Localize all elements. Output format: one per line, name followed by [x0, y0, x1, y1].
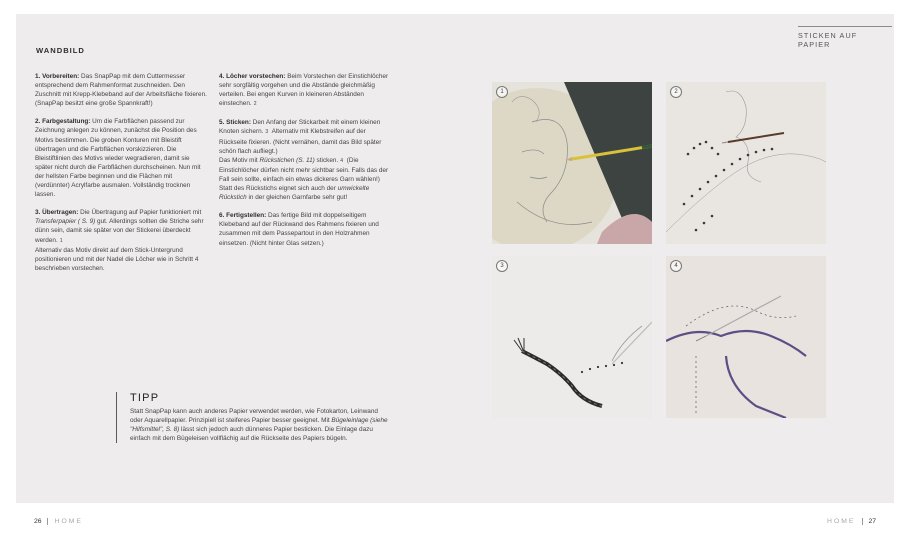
step-5-text-cont: Alternativ mit Klebstreifen auf der Rückseite fixieren. (Nicht vernähen, damit das Bild später schön flach aufliegt.): [219, 128, 382, 155]
tip-text-b: lässt sich jedoch auch dünneres Papier besticken. Die Einlage dazu einfach mit dem Bügeleisen vollflächig auf die Rückseite des Papiers bügeln.: [130, 426, 373, 443]
step-3-alternative: Alternativ das Motiv direkt auf dem Stick-Untergrund positionieren und mit der Nadel die Löcher wie in Schritt 4 beschrieben vorstechen.: [35, 246, 199, 272]
footer-right: [827, 518, 876, 525]
step-1-text: Das SnapPap mit dem Cuttermesser entsprechend dem Rahmenformat zuschneiden. Den Zuschnitt mit Krepp-Klebeband auf der Arbeitsfläche fixieren. (SnapPap besitzt eine große Spannkraft!): [35, 73, 207, 108]
step-4: [219, 72, 391, 109]
page-number-left: 26: [34, 518, 42, 525]
step-5-reference: Rückstichen (S. 11): [259, 156, 315, 164]
step-2-text: Um die Farbflächen passend zur Zeichnung anlegen zu können, zunächst die Position des Motivs bestimmen. Die groben Konturen mit Bleistift übertragen und die Farbflächen vorskizzieren. Die Bleistiftlinien des Motivs wieder wegradieren, damit sie später nicht durch die Farbflächen durchscheinen. Nun mit der hellsten Farbe beginnen und die Flächen mit (verdünnter) Acrylfarbe ausmalen. Vollständig trocknen lassen.: [35, 118, 201, 199]
step-3-text: Die Übertragung auf Papier funktioniert mit: [78, 209, 202, 217]
step-3-reference: Transferpapier ( S. 9): [35, 218, 96, 226]
step-5-label: 5. Sticken:: [219, 119, 251, 127]
step-3-label: 3. Übertragen:: [35, 209, 79, 217]
instructions-column-left: [35, 72, 207, 282]
photo-1: [492, 82, 652, 244]
photo-pencil-tracing-icon: [492, 82, 652, 244]
page-number-right: 27: [868, 518, 876, 525]
photo-3: [492, 256, 652, 418]
photo-number: 1: [496, 86, 508, 98]
step-3: [35, 208, 207, 273]
photo-ref-marker: 2: [253, 101, 257, 108]
step-6-text: Das fertige Bild mit doppelseitigem Klebeband auf der Rückwand des Rahmens fixieren und zusammen mit dem Passepartout in den Holzrahmen einsetzen. (Nicht hinter Glas setzen.): [219, 212, 379, 247]
step-6-label: 6. Fertigstellen:: [219, 212, 267, 220]
step-5-text-note: (Die Einstichlöcher dürfen nicht mehr sichtbar sein. Falls das der Fall sein sollte, einfach ein etwas dickeres Garn wählen!): [219, 156, 389, 183]
step-3-text-cont: gut. Allerdings sollten die Striche sehr dünn sein, damit sie später von der Stickerei überdeckt werden.: [35, 218, 204, 244]
step-5-text-motif: Das Motiv mit: [219, 156, 260, 164]
tip-title: TIPP: [130, 392, 160, 404]
section-header-tag: STICKEN AUF PAPIER: [798, 26, 892, 49]
step-5: [219, 118, 391, 202]
step-5-text-end: in der gleichen Garnfarbe sehr gut!: [246, 194, 348, 202]
photo-backstitch-icon: [666, 256, 826, 418]
step-5-stitch-name: umwickelte Rückstich: [219, 185, 370, 202]
step-1: [35, 72, 207, 108]
step-2: [35, 117, 207, 199]
instructions-column-right: [219, 72, 391, 257]
photo-needle-holes-icon: [666, 82, 826, 244]
photo-ref-marker: 1: [59, 237, 63, 244]
photo-number: 2: [670, 86, 682, 98]
step-5-text: Den Anfang der Stickarbeit mit einem kleinen Knoten sichern.: [219, 119, 381, 136]
photo-2: [666, 82, 826, 244]
step-2-label: 2. Farbgestaltung:: [35, 118, 91, 126]
tip-text-a: Statt SnapPap kann auch anderes Papier verwendet werden, wie Fotokarton, Leinwand oder Aquarellpapier. Prinzipiell ist steiferes Papier besser geeignet. Mit: [130, 408, 378, 425]
footer-section-right: HOME: [827, 518, 863, 525]
tip-reference: Bügeleinlage (siehe "Hilfsmittel", S. 8): [130, 417, 388, 434]
footer-left: [34, 518, 83, 525]
step-5-text-alt: Statt des Rückstichs eignet sich auch der: [219, 185, 338, 193]
page-title: WANDBILD: [36, 46, 85, 55]
photo-number: 4: [670, 260, 682, 272]
step-4-text: Beim Vorstechen der Einstichlöcher sehr sorgfältig vorgehen und die Abstände gleichmäßig verteilen. Bei engen Kurven in kleineren Abständen einstechen.: [219, 73, 389, 108]
tip-box: [116, 392, 392, 443]
photo-thread-start-icon: [492, 256, 652, 418]
photo-ref-marker: 3: [265, 129, 269, 136]
photo-ref-marker: 4: [340, 157, 344, 164]
step-1-label: 1. Vorbereiten:: [35, 73, 80, 80]
step-5-text-stitch: sticken.: [314, 156, 339, 164]
step-4-label: 4. Löcher vorstechen:: [219, 73, 286, 80]
step-6: [219, 211, 391, 247]
tip-text: [130, 407, 392, 443]
photo-number: 3: [496, 260, 508, 272]
photo-4: [666, 256, 826, 418]
footer-section-left: HOME: [47, 518, 83, 525]
